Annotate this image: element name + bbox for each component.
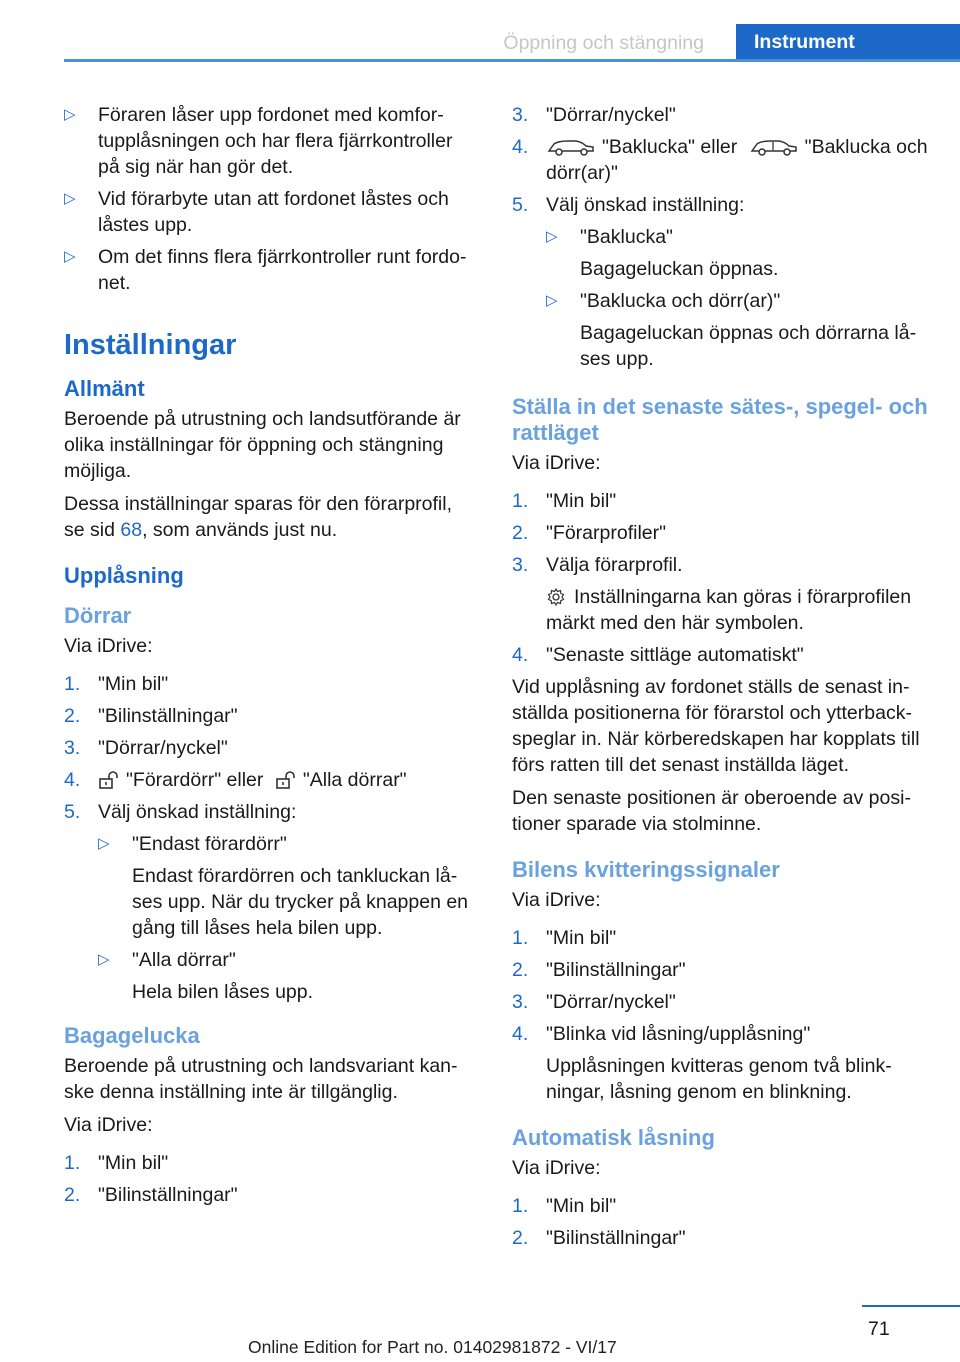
paragraph: Dessa inställningar sparas för den förarprofil, se sid 68, som används just nu. [64, 493, 453, 541]
heading-senaste-lage: Ställa in det senaste sätes-, spegel- och rattläget [512, 394, 928, 445]
triangle-bullet-icon: ▷ [546, 228, 558, 245]
via-idrive: Via iDrive: [512, 452, 601, 474]
page-header [64, 24, 960, 62]
list-item: 2. "Bilinställningar" [512, 959, 686, 981]
car-trunk-icon [546, 137, 596, 157]
list-item: 1. "Min bil" [512, 490, 617, 512]
list-item: 3. "Dörrar/nyckel" [64, 737, 228, 759]
left-column [64, 102, 478, 1214]
list-item: 1. "Min bil" [64, 1152, 169, 1174]
steps-list [512, 102, 932, 372]
list-item: ▷ Föraren låser upp fordonet med komfortupplåsningen och har flera fjärrkontroller på sig när han gör det. [64, 104, 453, 178]
footer-rule [862, 1305, 960, 1307]
paragraph: Den senaste positionen är oberoende av positioner sparade via stolminne. [512, 787, 911, 835]
list-item: 4. "Förardörr" eller "Alla dörrar" [64, 769, 407, 791]
unlock-icon [275, 770, 297, 790]
section-title: Öppning och stängning [503, 32, 704, 54]
list-item: 5. Välj önskad inställning: ▷ "Endast förardörr" Endast förardörren och tankluckan låses upp. När du trycker på knappen en gång till låses hela bilen upp. ▷ "Alla dörrar" Hela bilen låses upp. [64, 799, 478, 1005]
list-item: 4. "Blinka vid låsning/upplåsning" Upplåsningen kvitteras genom två blinkningar, låsning genom en blinkning. [512, 1023, 892, 1103]
triangle-bullet-icon: ▷ [98, 835, 110, 852]
header-rule [64, 59, 960, 62]
list-item: ▷ Vid förarbyte utan att fordonet låstes och låstes upp. [64, 188, 449, 236]
list-item: 4. "Baklucka" eller "Baklucka och dörr(ar)" [512, 136, 928, 184]
list-item: 3. "Dörrar/nyckel" [512, 104, 676, 126]
list-item: ▷ "Baklucka och dörr(ar)" Bagageluckan öppnas och dörrarna låses upp. [546, 290, 917, 370]
edition-note: Online Edition for Part no. 01402981872 - VI/17 [248, 1337, 617, 1357]
list-item: 1. "Min bil" [512, 1195, 617, 1217]
page-number: 71 [868, 1318, 890, 1340]
triangle-bullet-icon: ▷ [546, 292, 558, 309]
profile-note: Inställningarna kan göras i förarprofilen märkt med den här symbolen. [546, 586, 912, 634]
heading-upplasning: Upplåsning [64, 563, 184, 588]
paragraph: Beroende på utrustning och landsutförande är olika inställningar för öppning och stängning möjliga. [64, 408, 461, 482]
list-item: 2. "Förarprofiler" [512, 522, 667, 544]
options-list [546, 224, 932, 372]
list-item: 2. "Bilinställningar" [64, 1184, 238, 1206]
heading-allmant: Allmänt [64, 376, 145, 401]
via-idrive: Via iDrive: [512, 1157, 601, 1179]
triangle-bullet-icon: ▷ [64, 248, 76, 265]
via-idrive: Via iDrive: [64, 1114, 153, 1136]
right-column [512, 102, 932, 1257]
car-door-icon [749, 137, 799, 157]
steps-list [512, 488, 932, 668]
gear-icon [546, 587, 566, 607]
triangle-bullet-icon: ▷ [98, 951, 110, 968]
bullet-list [64, 102, 478, 296]
list-item: 4. "Senaste sittläge automatiskt" [512, 644, 804, 666]
heading-kvitteringssignaler: Bilens kvitteringssignaler [512, 857, 780, 882]
steps-list [512, 925, 932, 1105]
steps-list [64, 671, 478, 1005]
list-item: 5. Välj önskad inställning: ▷ "Baklucka" Bagageluckan öppnas. ▷ "Baklucka och dörr(ar)" Bagageluckan öppnas och dörrarna låses upp. [512, 192, 932, 372]
heading-bagagelucka: Bagagelucka [64, 1023, 200, 1048]
triangle-bullet-icon: ▷ [64, 190, 76, 207]
heading-installningar: Inställningar [64, 329, 237, 361]
list-item: ▷ "Alla dörrar" Hela bilen låses upp. [98, 949, 314, 1003]
heading-automatisk-lasning: Automatisk låsning [512, 1125, 715, 1150]
chapter-tab: Instrument [736, 24, 960, 62]
list-item: 1. "Min bil" [64, 673, 169, 695]
page-link[interactable]: 68 [120, 519, 143, 541]
steps-list [512, 1193, 932, 1251]
list-item: 3. "Dörrar/nyckel" [512, 991, 676, 1013]
list-item: ▷ Om det finns flera fjärrkontroller runt fordonet. [64, 246, 467, 294]
heading-dorrar: Dörrar [64, 603, 132, 628]
via-idrive: Via iDrive: [512, 889, 601, 911]
paragraph: Beroende på utrustning och landsvariant kanske denna inställning inte är tillgänglig. [64, 1055, 458, 1103]
options-list [98, 831, 478, 1005]
list-item: 2. "Bilinställningar" [512, 1227, 686, 1249]
triangle-bullet-icon: ▷ [64, 106, 76, 123]
list-item: 1. "Min bil" [512, 927, 617, 949]
steps-list [64, 1150, 478, 1208]
list-item: 2. "Bilinställningar" [64, 705, 238, 727]
unlock-icon [98, 770, 120, 790]
via-idrive: Via iDrive: [64, 635, 153, 657]
list-item: 3. Välja förarprofil. Inställningarna kan göras i förarprofilen märkt med den här symbolen. [512, 552, 932, 636]
list-item: ▷ "Endast förardörr" Endast förardörren och tankluckan låses upp. När du trycker på knappen en gång till låses hela bilen upp. [98, 833, 469, 939]
paragraph: Vid upplåsning av fordonet ställs de senast inställda positionerna för förarstol och ytterbackspeglar in. När körberedskapen har kopplats till förs ratten till det senast inställda läget. [512, 676, 920, 776]
list-item: ▷ "Baklucka" Bagageluckan öppnas. [546, 226, 779, 280]
